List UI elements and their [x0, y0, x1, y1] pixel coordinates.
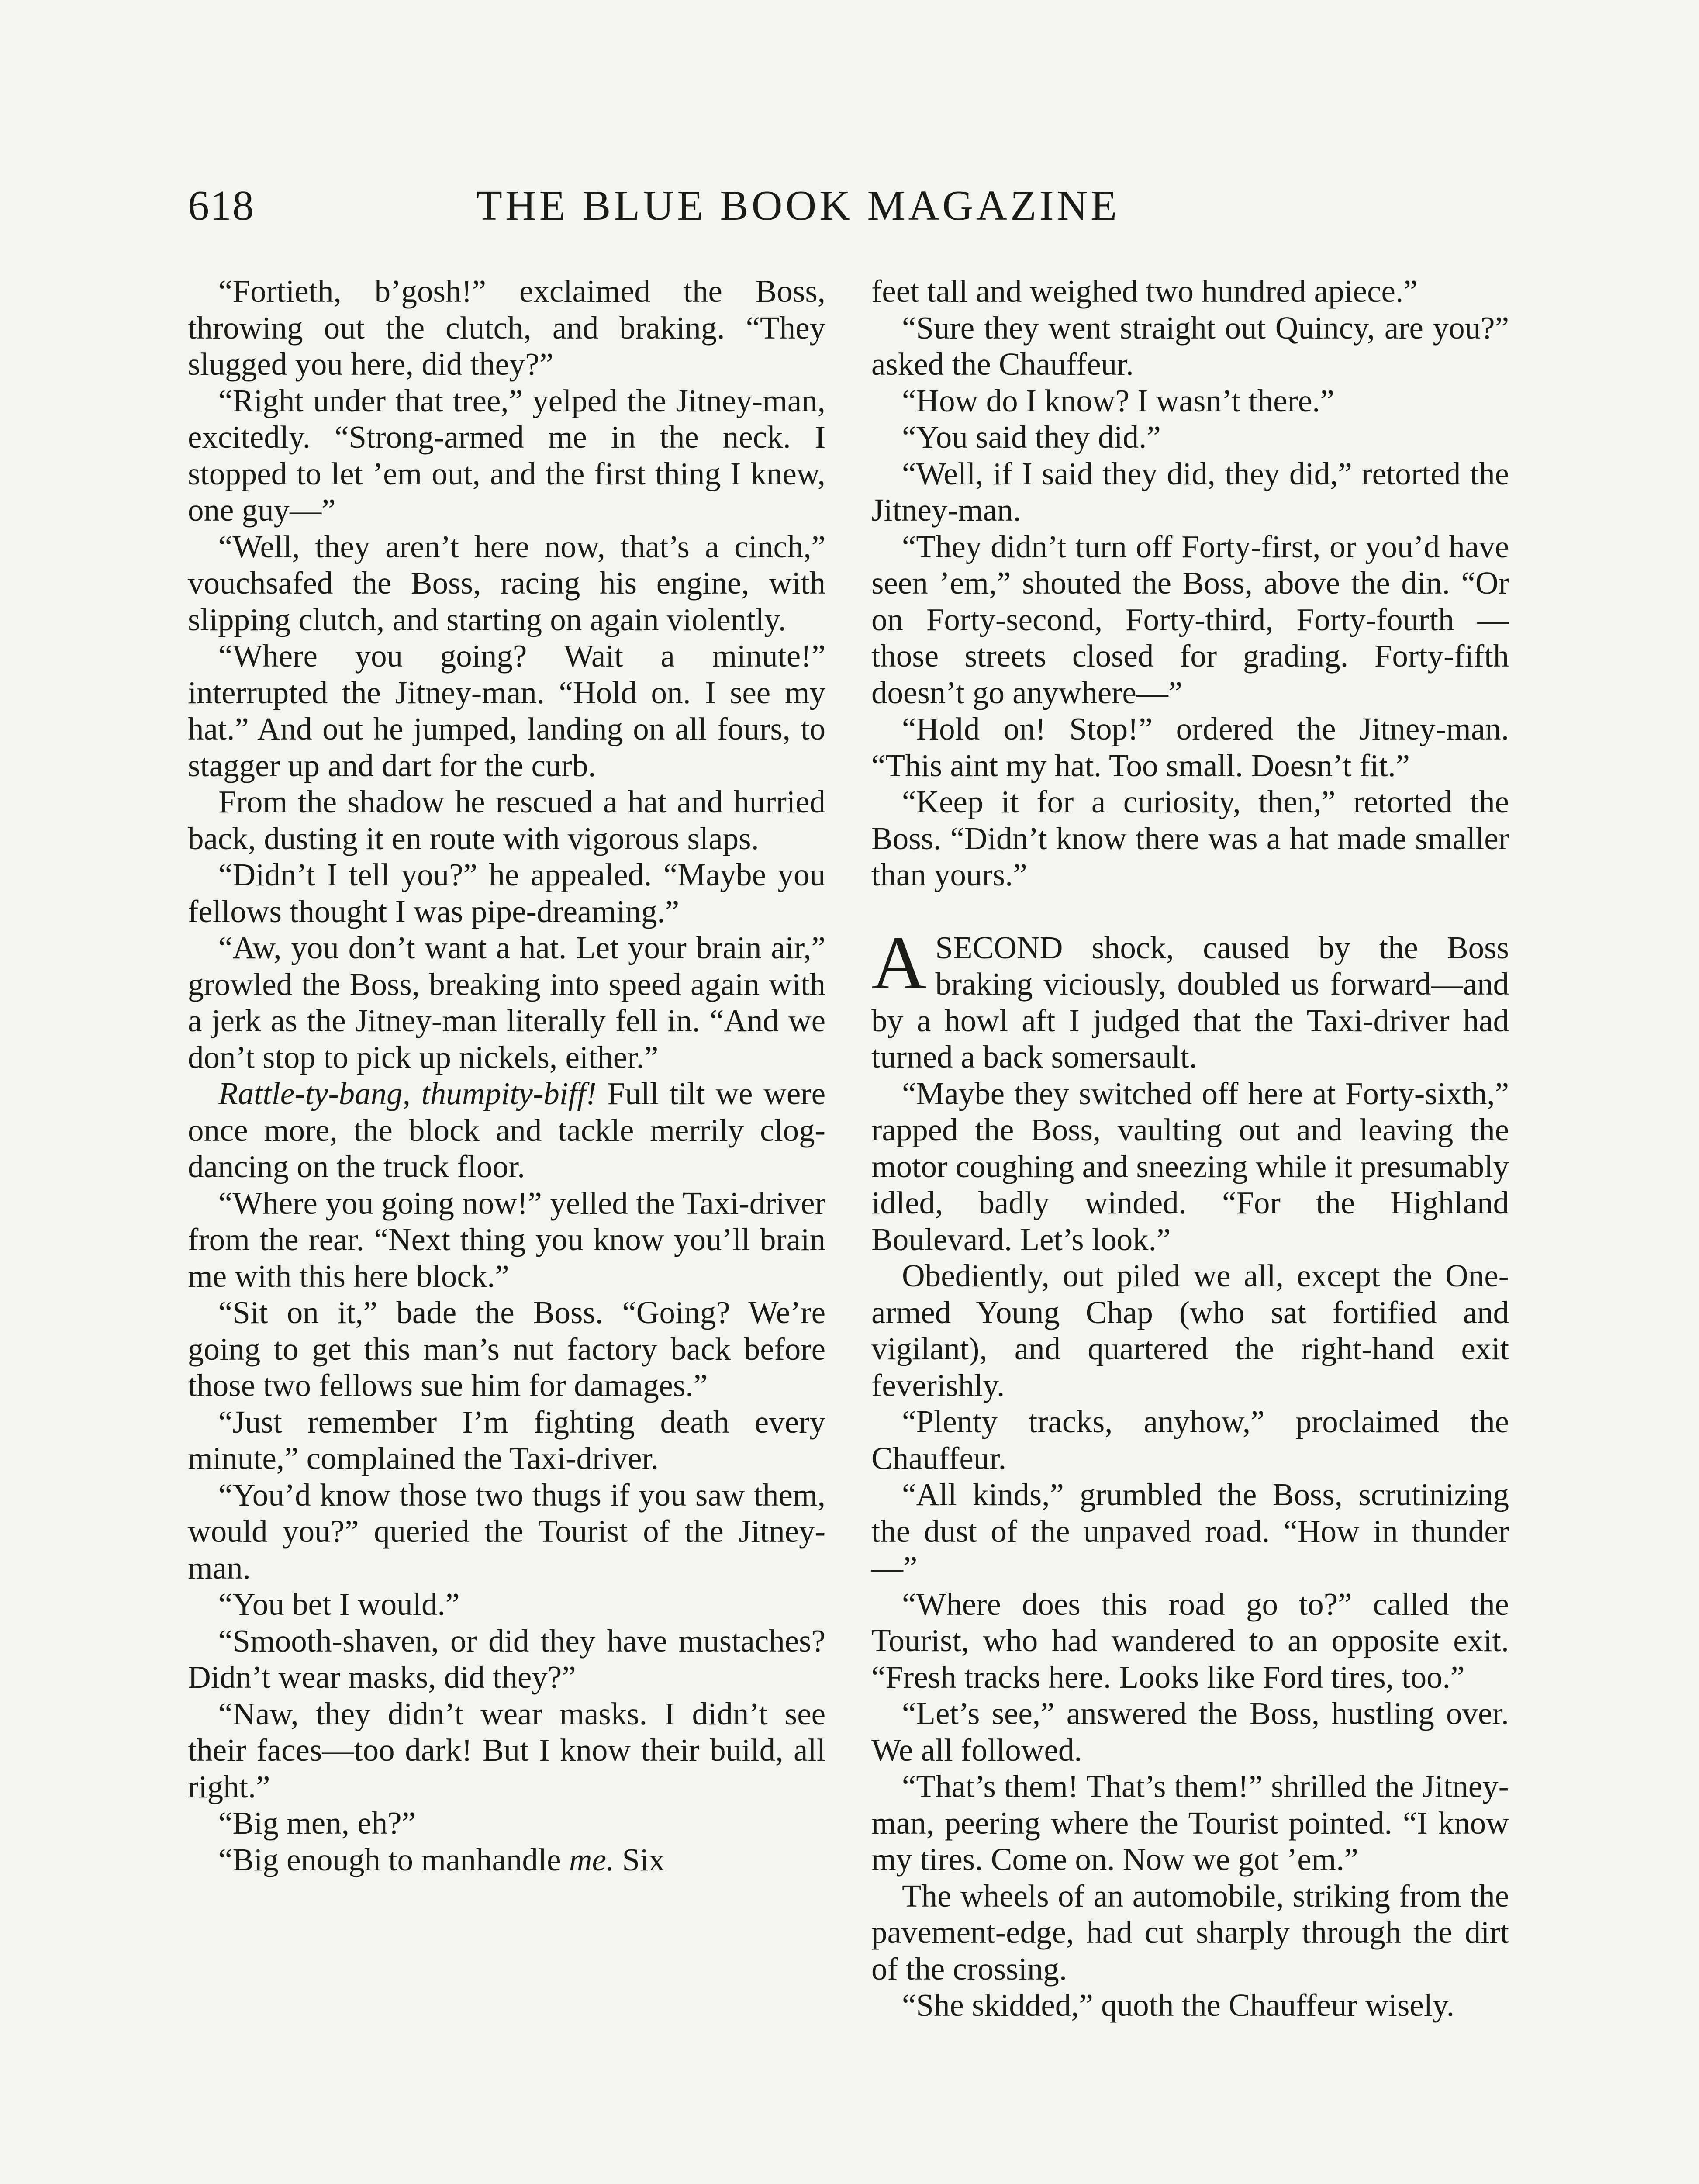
page-header	[188, 181, 1254, 234]
paragraph: “Smooth-shaven, or did they have mustaches? Didn’t wear masks, did they?”	[188, 1623, 825, 1695]
paragraph: From the shadow he rescued a hat and hurried back, dusting it en route with vigorous slaps.	[188, 784, 825, 856]
italic-word: me.	[569, 1842, 615, 1877]
paragraph: “You’d know those two thugs if you saw them, would you?” queried the Tourist of the Jitney-man.	[188, 1477, 825, 1586]
paragraph-text: shock, caused by the Boss braking viciously, doubled us forward—and by a howl aft I judged that the Taxi-driver had turned a back somersault.	[871, 930, 1509, 1075]
paragraph: “Hold on! Stop!” ordered the Jitney-man. “This aint my hat. Too small. Doesn’t fit.”	[871, 711, 1509, 783]
paragraph: The wheels of an automobile, striking from the pavement-edge, had cut sharply through the dirt of the crossing.	[871, 1878, 1509, 1987]
paragraph: “You bet I would.”	[218, 1586, 460, 1622]
left-column	[188, 273, 825, 1878]
paragraph: “Maybe they switched off here at Forty-sixth,” rapped the Boss, vaulting out and leaving the motor coughing and sneezing while it presumably idled, badly winded. “For the Highland Boulevard. Let’s look.”	[871, 1075, 1509, 1257]
paragraph: “Where you going? Wait a minute!” interrupted the Jitney-man. “Hold on. I see my hat.” And out he jumped, landing on all fours, to stagger up and dart for the curb.	[188, 638, 825, 783]
paragraph: “How do I know? I wasn’t there.”	[902, 383, 1334, 418]
paragraph: “Let’s see,” answered the Boss, hustling over. We all followed.	[871, 1696, 1509, 1768]
paragraph: “All kinds,” grumbled the Boss, scrutinizing the dust of the unpaved road. “How in thunder—”	[871, 1477, 1509, 1585]
paragraph: “Well, if I said they did, they did,” retorted the Jitney-man.	[871, 456, 1509, 528]
paragraph: “Big men, eh?”	[218, 1805, 416, 1841]
magazine-title: THE BLUE BOOK MAGAZINE	[476, 182, 1120, 229]
paragraph: “Didn’t I tell you?” he appealed. “Maybe you fellows thought I was pipe-dreaming.”	[188, 857, 825, 929]
paragraph: “Where does this road go to?” called the Tourist, who had wandered to an opposite exit. “Fresh tracks here. Looks like Ford tires, too.”	[871, 1586, 1509, 1695]
paragraph: “Well, they aren’t here now, that’s a cinch,” vouchsafed the Boss, racing his engine, with slipping clutch, and starting on again violently.	[188, 529, 825, 637]
paragraph: “Right under that tree,” yelped the Jitney-man, excitedly. “Strong-armed me in the neck. I stopped to let ’em out, and the first thing I knew, one guy—”	[188, 383, 825, 528]
paragraph: “Fortieth, b’gosh!” exclaimed the Boss, throwing out the clutch, and braking. “They slugged you here, did they?”	[188, 273, 825, 382]
paragraph: “Where you going now!” yelled the Taxi-driver from the rear. “Next thing you know you’ll brain me with this here block.”	[188, 1185, 825, 1294]
paragraph-text-after: Six	[614, 1842, 665, 1877]
paragraph	[188, 1842, 825, 1878]
paragraph: “You said they did.”	[902, 419, 1161, 455]
small-caps-word: SECOND	[935, 930, 1063, 965]
paragraph: “Naw, they didn’t wear masks. I didn’t see their faces—too dark! But I know their build, all right.”	[188, 1696, 825, 1804]
paragraph: “Sure they went straight out Quincy, are you?” asked the Chauffeur.	[871, 310, 1509, 382]
paragraph: Obediently, out piled we all, except the One-armed Young Chap (who sat fortified and vigilant), and quartered the right-hand exit feverishly.	[871, 1258, 1509, 1403]
paragraph: “Aw, you don’t want a hat. Let your brain air,” growled the Boss, breaking into speed again with a jerk as the Jitney-man literally fell in. “And we don’t stop to pick up nickels, either.”	[188, 930, 825, 1075]
paragraph: “Plenty tracks, anyhow,” proclaimed the Chauffeur.	[871, 1404, 1509, 1476]
right-column	[871, 273, 1509, 2024]
paragraph	[188, 1075, 825, 1185]
paragraph-text: “Big enough to manhandle	[218, 1842, 569, 1877]
paragraph: “That’s them! That’s them!” shrilled the Jitney-man, peering where the Tourist pointed. “I know my tires. Come on. Now we got ’em.”	[871, 1769, 1509, 1877]
continued-paragraph: feet tall and weighed two hundred apiece.”	[871, 273, 1418, 309]
paragraph: “Just remember I’m fighting death every minute,” complained the Taxi-driver.	[188, 1404, 825, 1476]
paragraph-text: Full tilt we were once more, the block and tackle merrily clog-dancing on the truck floor.	[188, 1076, 825, 1184]
italic-sound-effect: Rattle-ty-bang, thumpity-biff!	[218, 1076, 597, 1111]
paragraph: “They didn’t turn off Forty-first, or you’d have seen ’em,” shouted the Boss, above the din. “Or on Forty-second, Forty-third, Forty-fourth — those streets closed for grading. Forty-fifth doesn’t go anywhere—”	[871, 529, 1509, 710]
page-number: 618	[188, 182, 255, 229]
section-opening-paragraph	[871, 920, 1509, 1075]
paragraph: “Sit on it,” bade the Boss. “Going? We’re going to get this man’s nut factory back before those two fellows sue him for damages.”	[188, 1295, 825, 1403]
drop-cap: A	[871, 920, 927, 1005]
paragraph: “Keep it for a curiosity, then,” retorted the Boss. “Didn’t know there was a hat made smaller than yours.”	[871, 784, 1509, 892]
paragraph: “She skidded,” quoth the Chauffeur wisely.	[902, 1987, 1455, 2023]
